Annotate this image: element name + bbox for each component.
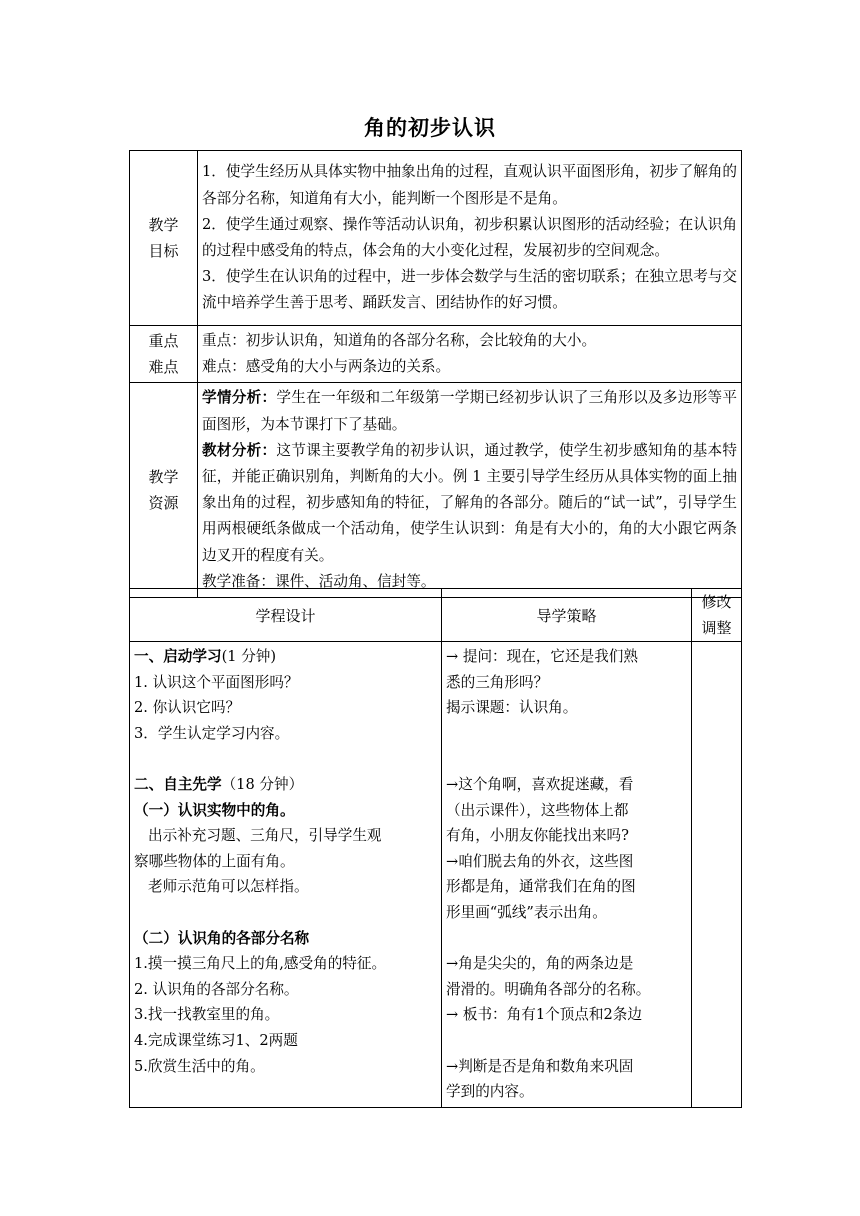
guidance-strategy-column [442,642,692,1108]
strategy-line: → 提问：现在，它还是我们熟 [446,648,638,665]
key-row [130,326,742,383]
teaching-preparation: 教学准备：课件、活动角、信封等。 [202,572,436,590]
learning-design-column [130,642,442,1108]
strategy-line: 有角，小朋友你能找出来吗? [446,827,629,845]
difficult-point: 难点：感受角的大小与两条边的关系。 [202,358,451,376]
header-guidance-strategy: 导学策略 [442,589,692,642]
list-item: 3．学生认定学习内容。 [134,724,290,742]
key-label [130,326,198,383]
strategy-line: 形里画“弧线”表示出角。 [446,903,607,921]
list-item: 2. 认识角的各部分名称。 [134,980,299,998]
header-revision [692,589,742,642]
goal-label [130,151,198,326]
material-analysis [202,438,737,569]
goal-row [130,151,742,326]
key-label-line1: 重点 [148,332,179,351]
subsection2-title: （二）认识角的各部分名称 [134,929,310,947]
header-learning-design: 学程设计 [130,589,442,642]
section2-title: 二、自主先学 [134,775,222,793]
list-item: 5.欣赏生活中的角。 [134,1057,265,1075]
list-item: 2. 你认识它吗？ [134,699,241,717]
strategy-line: 滑滑的。明确角各部分的名称。 [446,980,651,998]
strategy-line: 悉的三角形吗？ [446,673,549,691]
page-title: 角的初步认识 [364,116,496,140]
goal-item-2: 2．使学生通过观察、操作等活动认识角，初步积累认识图形的活动经验；在认识角的过程中感受角的特点，体会角的大小变化过程，发展初步的空间观念。 [202,215,737,259]
paragraph-line: 出示补充习题、三角尺，引导学生观 [148,827,382,845]
plan-body-row [130,642,742,1108]
strategy-line: 学到的内容。 [446,1083,534,1101]
goal-item-1: 1．使学生经历从具体实物中抽象出角的过程，直观认识平面图形角，初步了解角的各部分名称，知道角有大小，能判断一个图形是不是角。 [202,163,737,207]
header-revision-line2: 调整 [701,619,732,637]
resource-label-line2: 资源 [148,494,179,513]
plan-header-row [130,589,742,642]
material-analysis-heading: 教材分析： [202,441,277,459]
goal-label-line1: 教学 [148,216,179,234]
revision-column [692,642,742,1108]
paragraph-line: 察哪些物体的上面有角。 [134,852,295,870]
list-item: 1.摸一摸三角尺上的角,感受角的特征。 [134,955,387,973]
goal-item-3: 3．使学生在认识角的过程中，进一步体会数学与生活的密切联系；在独立思考与交流中培养学生善于思考、踊跃发言、团结协作的好习惯。 [202,268,737,312]
strategy-line: 形都是角，通常我们在角的图 [446,878,636,896]
subsection1-title: （一）认识实物中的角。 [134,801,295,819]
section2-time: （18 分钟） [221,775,304,793]
strategy-line: →这个角啊，喜欢捉迷藏，看 [446,775,634,793]
student-analysis [202,385,737,437]
section2-heading [134,772,437,798]
header-revision-line1: 修改 [701,593,732,611]
material-analysis-text: 这节课主要教学角的初步认识，通过教学，使学生初步感知角的基本特征，并能正确识别角，判断角的大小。例 1 主要引导学生经历从具体实物的面上抽象出角的过程，初步感知角的特征，了解角的各部分。随后的“试一试”，引导学生用两根硬纸条做成一个活动角，使学生认识到：角是有大小的，角的大小跟它两条边叉开的程度有关。 [202,441,737,564]
key-content [198,326,742,383]
info-table [129,150,742,598]
resource-content [198,383,742,598]
student-analysis-heading: 学情分析： [202,389,277,407]
strategy-line: → 板书：角有1个顶点和2条边 [446,1006,642,1024]
section1-title: 一、启动学习 [134,648,222,665]
resource-label-line1: 教学 [148,468,179,487]
section1-time: (1 分钟) [221,648,277,665]
student-analysis-text: 学生在一年级和二年级第一学期已经初步认识了三角形以及多边形等平面图形，为本节课打下了基础。 [202,389,737,433]
list-item: 1. 认识这个平面图形吗？ [134,673,299,691]
list-item: 4.完成课堂练习1、2两题 [134,1031,298,1049]
plan-table [129,588,742,1108]
key-label-line2: 难点 [148,358,179,377]
strategy-line: （出示课件），这些物体上都 [446,801,629,819]
paragraph-line: 老师示范角可以怎样指。 [148,878,309,896]
strategy-line: →咱们脱去角的外衣，这些图 [446,852,634,870]
goal-label-line2: 目标 [148,242,179,260]
strategy-line: 揭示课题：认识角。 [446,699,578,717]
section1-heading [134,644,437,670]
resource-row [130,383,742,598]
strategy-line: →判断是否是角和数角来巩固 [446,1057,634,1075]
strategy-line: →角是尖尖的，角的两条边是 [446,955,634,973]
list-item: 3.找一找教室里的角。 [134,1006,280,1024]
goal-content [198,151,742,326]
key-point: 重点：初步认识角，知道角的各部分名称，会比较角的大小。 [202,332,597,349]
resource-label [130,383,198,598]
